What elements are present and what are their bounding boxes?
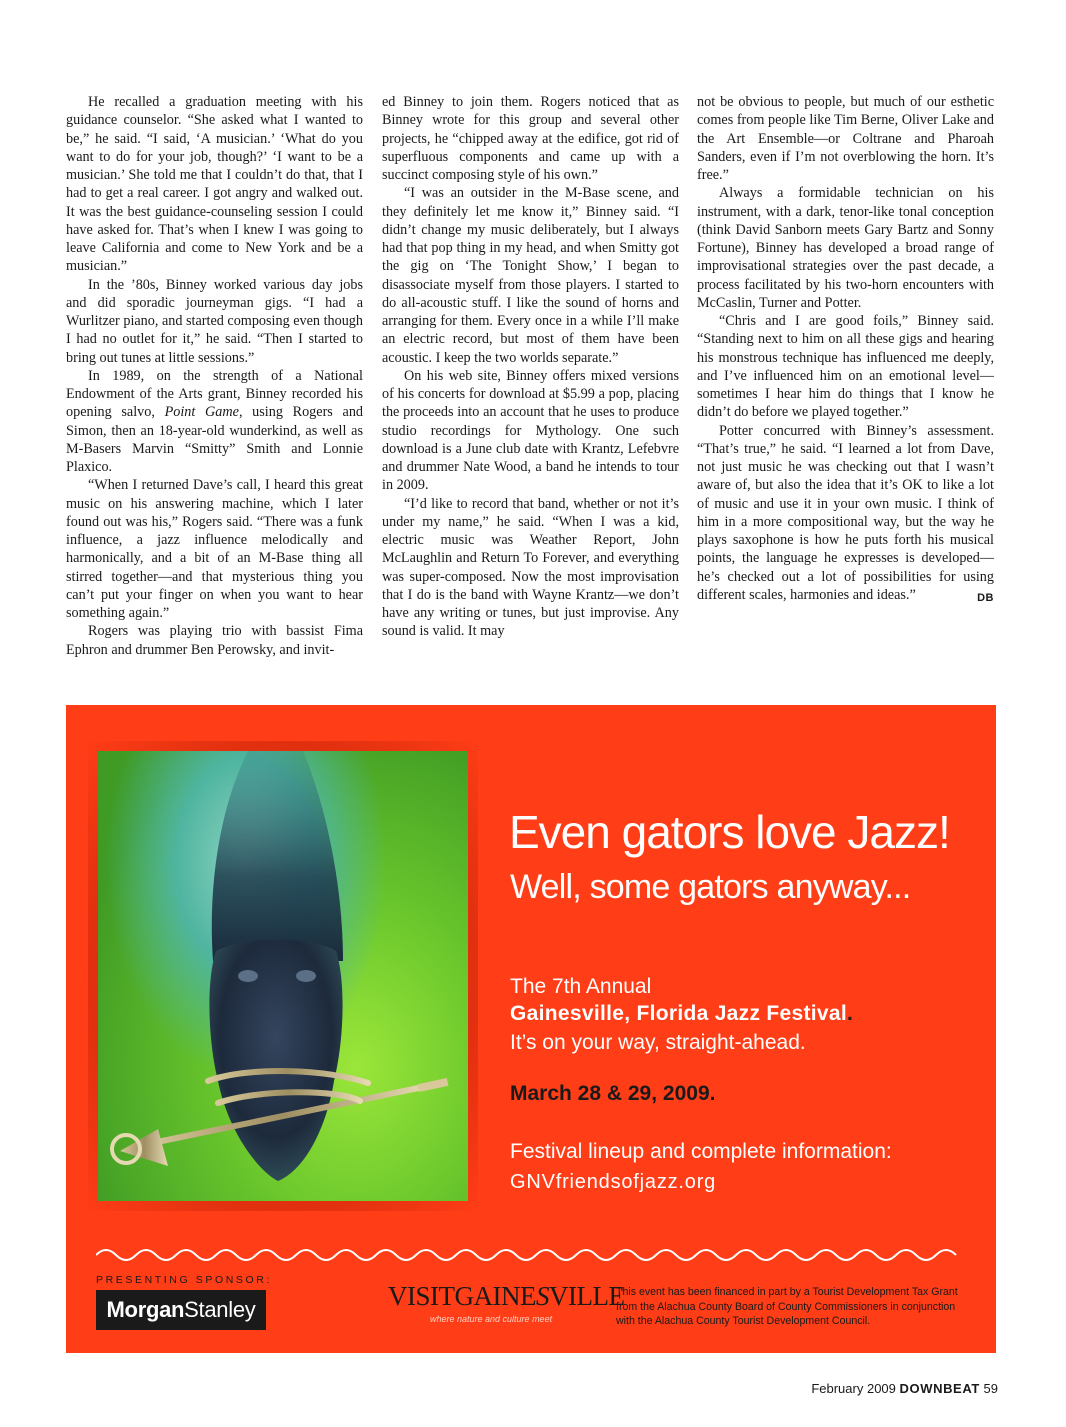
paragraph: On his web site, Binney offers mixed versions of his concerts for download at $5.99 a pop, placing the proceeds into an account that he uses to produce studio recordings for Mythology. One such download is a June club date with Krantz, Lefebvre and drummer Nate Wood, a band he intends to tour in 2009. <box>382 367 679 494</box>
album-title: Point Game <box>164 404 239 421</box>
wave-divider <box>96 1245 966 1265</box>
sponsor-label: PRESENTING SPONSOR: <box>96 1274 273 1286</box>
paragraph: In the ’80s, Binney worked various day jobs and did sporadic journeyman gigs. “I had a Wurlitzer piano, and started composing even though I had no outlet for it,” he said. “Then I started to bring out tunes at little sessions.” <box>66 276 363 366</box>
paragraph: ed Binney to join them. Rogers noticed that as Binney wrote for this group and several other projects, he “chipped away at the edifice, got rid of superfluous components and came up with a succinct composing style of his own.” <box>382 94 679 183</box>
festival-tagline: It’s on your way, straight-ahead. <box>510 1031 806 1054</box>
morgan-stanley-logo: Morgan Stanley <box>96 1290 266 1330</box>
info-text: Festival lineup and complete information: <box>510 1140 892 1163</box>
paragraph: Rogers was playing trio with bassist Fima Ephron and drummer Ben Perowsky, and invit- <box>66 623 363 658</box>
paragraph: Always a formidable technician on his instrument, with a dark, tenor-like tonal conception (think David Sanborn meets Gary Bartz and Sonny Fortune), Binney has developed a broad range of improvisational strategies over the past decade, a process facilitated by his two-horn encounters with McCaslin, Turner and Potter. <box>697 185 994 311</box>
paragraph: In 1989, on the strength of a National Endowment of the Arts grant, Binney recorded his opening salvo, Point Game, using Rogers and Simon, then an 18-year-old wunderkind, as well as M-Basers Marvin “Smitty” Smith and Lonnie Plaxico. <box>66 367 364 475</box>
festival-dates: March 28 & 29, 2009. <box>510 1082 716 1105</box>
alligator-trumpet-photo <box>98 751 468 1201</box>
visit-gainesville-logo: VISITGAINESVILLE where nature and culture meet <box>388 1281 625 1324</box>
festival-url[interactable]: GNVfriendsofjazz.org <box>510 1171 717 1193</box>
page-footer <box>811 1381 998 1396</box>
alligator-illustration <box>98 751 468 1201</box>
ad-subheadline: Well, some gators anyway... <box>510 868 911 906</box>
article-column-1 <box>66 93 363 659</box>
issue-date: February 2009 <box>811 1381 896 1396</box>
jazz-festival-ad <box>66 705 996 1353</box>
end-mark: DB <box>977 591 994 604</box>
funding-credit: This event has been financed in part by a Tourist Development Tax Grant from the Alachua County Board of County Commissioners in conjunction with the Alachua County Tourist Development Council. <box>616 1286 958 1327</box>
paragraph: not be obvious to people, but much of our esthetic comes from people like Tim Berne, Oliver Lake and the Art Ensemble—or Coltrane and Pharoah Sanders, even if I’m not overblowing the horn. It’s free.” <box>697 94 994 183</box>
ad-headline: Even gators love Jazz! <box>509 806 950 858</box>
article-column-2 <box>382 93 679 641</box>
paragraph: “I was an outsider in the M-Base scene, and they definitely let me know it,” Binney said. “I didn’t change my music deliberately, but I always had that pop thing in my head, and when Smitty got the gig on ‘The Tonight Show,’ I began to disassociate myself from those players. I started to do all-acoustic stuff. I like the sound of horns and arranging for them. Every once in a while I’ll make an electric record, but most of them have been acoustic. I keep the two worlds separate.” <box>382 185 679 366</box>
paragraph: “Chris and I are good foils,” Binney said. “Standing next to him on all these gigs and hearing his monstrous technique has influenced me deeply, and I’ve influenced him on an emotional level—sometimes I hear him do things that I know he didn’t do before we played together.” <box>697 313 994 421</box>
page-number: 59 <box>983 1381 998 1396</box>
edition-text: The 7th Annual <box>510 975 652 998</box>
magazine-name: DOWNBEAT <box>899 1381 980 1396</box>
article-column-3 <box>697 93 994 607</box>
paragraph: “I’d like to record that band, whether or not it’s under my name,” he said. “When I was a kid, electric music was Weather Report, John McLaughlin and Return To Forever, and everything was super-composed. Now the most improvisation that I do is the band with Wayne Krantz—we don’t have any writing or tunes, but just improvise. Any sound is valid. It may <box>382 495 679 640</box>
paragraph: “When I returned Dave’s call, I heard this great music on his answering machine, which I later found out was his,” Rogers said. “There was a funk influence, a jazz influence melodically and harmonically, and a bit of an M-Base thing all stirred together—and that mysterious thing you can’t put your finger on when you want to hear something again.” <box>66 477 363 621</box>
paragraph: He recalled a graduation meeting with his guidance counselor. “She asked what I wanted to be,” he said. “I said, ‘A musician.’ ‘What do you want to do for your job, though?’ ‘I want to be a musician.’ She told me that I couldn’t do that, that I had to get a real career. I got angry and walked out. It was the best guidance-counseling session I could have asked for. That’s when I knew I was going to leave California and come to New York and be a musician.” <box>66 94 363 275</box>
paragraph: Potter concurred with Binney’s assessment. “That’s true,” he said. “I learned a lot from Dave, not just music he was checking out that I wasn’t aware of, but also the idea that it’s OK to like a lot of music and use it in your own music. I think of him in a more compositional way, but the way he plays saxophone is how he puts forth his musical points, the language he expresses is developed—he’s checked out a lot of possibilities for using different scales, harmonies and ideas.” DB <box>697 422 994 605</box>
festival-name: Gainesville, Florida Jazz Festival. <box>510 1002 854 1025</box>
